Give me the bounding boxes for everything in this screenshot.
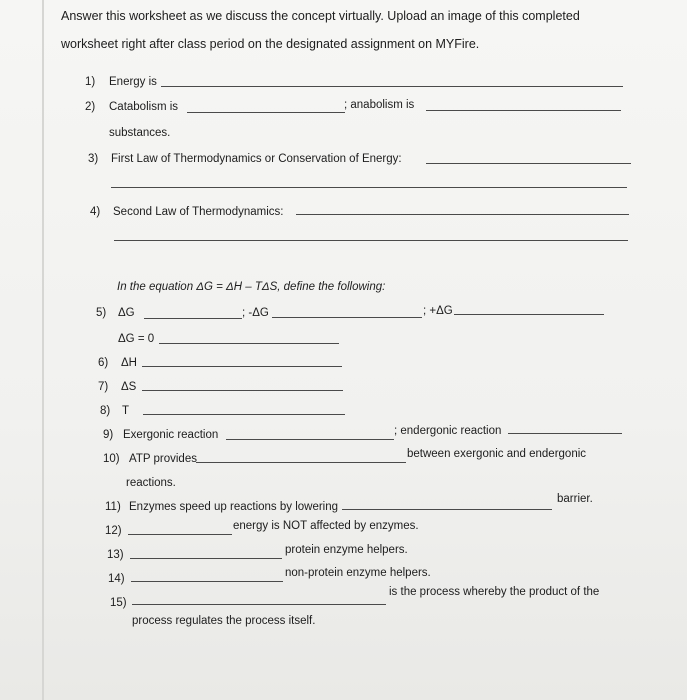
q11-end-label: barrier. <box>557 493 593 505</box>
q3-label: First Law of Thermodynamics or Conservation of Energy: <box>111 153 402 165</box>
q3-answer-line-2[interactable] <box>111 187 627 188</box>
q15-answer-line[interactable] <box>132 604 386 605</box>
q8-label: T <box>122 405 130 417</box>
q5-negative-line[interactable] <box>272 317 422 318</box>
q1-number: 1) <box>85 76 96 88</box>
q12-number: 12) <box>105 525 122 537</box>
q5-positive-line[interactable] <box>454 314 604 315</box>
q2-mid-label: ; anabolism is <box>344 99 415 111</box>
q2-catabolism-line[interactable] <box>187 112 345 113</box>
q15-text: is the process whereby the product of the <box>389 586 600 598</box>
q7-label: ΔS <box>121 381 137 393</box>
q7-number: 7) <box>98 381 109 393</box>
q14-answer-line[interactable] <box>131 581 283 582</box>
q3-answer-line-1[interactable] <box>426 163 631 164</box>
q1-answer-line[interactable] <box>161 86 623 87</box>
q11-label: Enzymes speed up reactions by lowering <box>129 501 339 513</box>
q9-endergonic-line[interactable] <box>508 433 622 434</box>
q10-number: 10) <box>103 453 120 465</box>
page-edge <box>42 0 44 700</box>
q10-label: ATP provides <box>129 453 197 465</box>
q9-label: Exergonic reaction <box>123 429 219 441</box>
q13-text: protein enzyme helpers. <box>285 544 408 556</box>
q5-deltaG-line[interactable] <box>144 318 242 319</box>
q5-negative-label: ; -ΔG <box>242 307 269 319</box>
q11-answer-line[interactable] <box>342 509 552 510</box>
q5-number: 5) <box>96 307 107 319</box>
q14-number: 14) <box>108 573 125 585</box>
q2-number: 2) <box>85 101 96 113</box>
q1-label: Energy is <box>109 76 157 88</box>
q10-continuation: reactions. <box>126 477 176 489</box>
q12-answer-line[interactable] <box>128 534 232 535</box>
q8-answer-line[interactable] <box>143 414 345 415</box>
q9-number: 9) <box>103 429 114 441</box>
q7-answer-line[interactable] <box>142 390 343 391</box>
q5-label: ΔG <box>118 307 135 319</box>
q6-number: 6) <box>98 357 109 369</box>
q5-positive-label: ; +ΔG <box>423 305 453 317</box>
q2-continuation: substances. <box>109 127 171 139</box>
q4-answer-line-1[interactable] <box>296 214 629 215</box>
intro-line-1: Answer this worksheet as we discuss the concept virtually. Upload an image of this completed <box>61 9 580 23</box>
q10-mid-label: between exergonic and endergonic <box>407 448 587 460</box>
intro-line-2: worksheet right after class period on the designated assignment on MYFire. <box>61 37 480 51</box>
q2-anabolism-line[interactable] <box>426 110 621 111</box>
q6-answer-line[interactable] <box>142 366 342 367</box>
q8-number: 8) <box>100 405 111 417</box>
q15-continuation: process regulates the process itself. <box>132 615 316 627</box>
q6-label: ΔH <box>121 357 137 369</box>
q5-zero-line[interactable] <box>159 343 339 344</box>
q15-number: 15) <box>110 597 127 609</box>
q3-number: 3) <box>88 153 99 165</box>
q11-number: 11) <box>105 501 121 513</box>
q4-answer-line-2[interactable] <box>114 240 628 241</box>
q13-answer-line[interactable] <box>130 558 282 559</box>
equation-instruction: In the equation ΔG = ΔH – TΔS, define the following: <box>117 281 386 293</box>
q4-number: 4) <box>90 206 101 218</box>
q12-text: energy is NOT affected by enzymes. <box>233 520 419 532</box>
q13-number: 13) <box>107 549 124 561</box>
q4-label: Second Law of Thermodynamics: <box>113 206 284 218</box>
q5-zero-label: ΔG = 0 <box>118 333 155 345</box>
q9-mid-label: ; endergonic reaction <box>394 425 502 437</box>
q10-answer-line[interactable] <box>196 462 406 463</box>
q2-label: Catabolism is <box>109 101 179 113</box>
q9-exergonic-line[interactable] <box>226 439 394 440</box>
q14-text: non-protein enzyme helpers. <box>285 567 431 579</box>
